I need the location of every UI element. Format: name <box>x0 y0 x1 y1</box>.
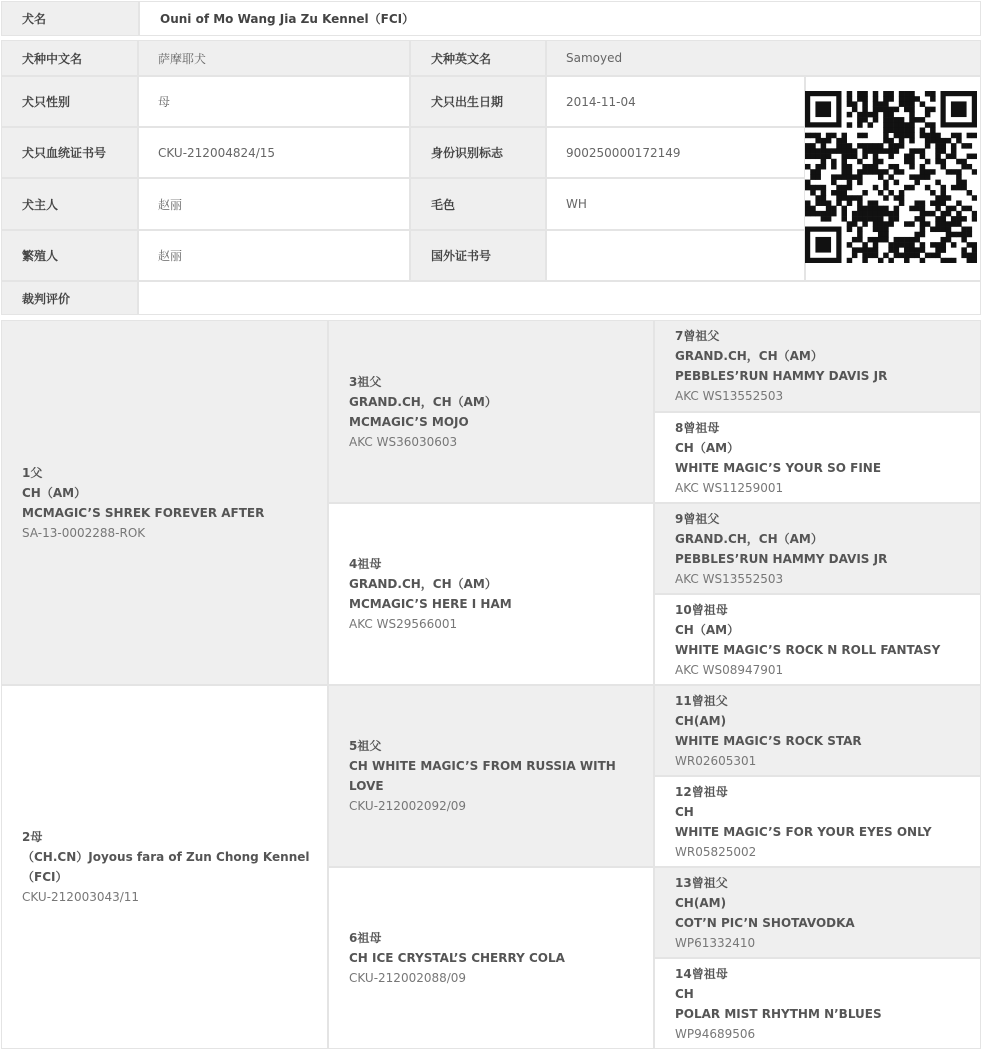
ggp7-reg: AKC WS13552503 <box>675 389 784 403</box>
sire-name: MCMAGIC’S SHREK FOREVER AFTER <box>22 505 265 520</box>
dob-label: 犬只出生日期 <box>410 76 546 127</box>
ggp8-name: WHITE MAGIC’S YOUR SO FINE <box>675 460 882 475</box>
qr-code-icon <box>805 91 977 263</box>
gp3-name: MCMAGIC’S MOJO <box>349 414 469 429</box>
ggp10-title: 10曾祖母 <box>675 602 728 617</box>
ggp8-titles: CH（AM） <box>675 440 740 455</box>
breed-en-value: Samoyed <box>546 40 981 76</box>
ggp13-reg: WP61332410 <box>675 935 756 950</box>
pedigree-ggp-10 <box>654 594 981 685</box>
gp3-titles: GRAND.CH，CH（AM） <box>349 394 497 409</box>
gp6-reg: CKU-212002088/09 <box>349 971 467 985</box>
pedigree-grandsire-3 <box>328 320 654 503</box>
gp6-name: CH ICE CRYSTAL’S CHERRY COLA <box>349 951 565 965</box>
ggp7-name: PEBBLES’RUN HAMMY DAVIS JR <box>675 369 888 383</box>
gp6-title: 6祖母 <box>349 931 382 945</box>
id-label: 身份识别标志 <box>410 127 546 178</box>
ggp12-title: 12曾祖母 <box>675 784 728 799</box>
owner-value: 赵丽 <box>138 178 410 230</box>
dam-name: （CH.CN）Joyous fara of Zun Chong Kennel <box>22 850 310 864</box>
dog-name-value: Ouni of Mo Wang Jia Zu Kennel（FCI） <box>139 1 981 36</box>
ggp14-reg: WP94689506 <box>675 1026 756 1041</box>
pedigree-ggp-12 <box>654 776 981 867</box>
dam-name-suffix: （FCI） <box>22 870 68 884</box>
ggp13-name: COT’N PIC’N SHOTAVODKA <box>675 915 855 930</box>
cert-label: 犬只血统证书号 <box>1 127 138 178</box>
pedigree-grandsire-5 <box>328 685 654 867</box>
ggp10-name: WHITE MAGIC’S ROCK N ROLL FANTASY <box>675 642 941 657</box>
ggp8-title: 8曾祖母 <box>675 420 720 435</box>
breeder-label: 繁殖人 <box>1 230 138 281</box>
cert-value: CKU-212004824/15 <box>138 127 410 178</box>
dam-reg: CKU-212003043/11 <box>22 890 140 904</box>
gp5-name: CH WHITE MAGIC’S FROM RUSSIA WITH LOVE <box>349 759 616 793</box>
pedigree-ggp-14 <box>654 958 981 1049</box>
color-label: 毛色 <box>410 178 546 230</box>
breed-cn-value: 萨摩耶犬 <box>138 40 410 76</box>
pedigree-ggp-8 <box>654 412 981 503</box>
gp5-title: 5祖父 <box>349 739 382 753</box>
ggp7-titles: GRAND.CH，CH（AM） <box>675 349 823 363</box>
sex-label: 犬只性别 <box>1 76 138 127</box>
sex-value: 母 <box>138 76 410 127</box>
gp5-reg: CKU-212002092/09 <box>349 799 467 813</box>
pedigree-ggp-7 <box>654 320 981 412</box>
judge-label: 裁判评价 <box>1 281 138 315</box>
dog-name-label: 犬名 <box>1 1 139 36</box>
dob-value: 2014-11-04 <box>546 76 805 127</box>
ggp12-titles: CH <box>675 804 694 819</box>
pedigree-ggp-13 <box>654 867 981 958</box>
ggp9-name: PEBBLES’RUN HAMMY DAVIS JR <box>675 551 888 566</box>
ggp10-titles: CH（AM） <box>675 622 740 637</box>
sire-reg: SA-13-0002288-ROK <box>22 525 146 540</box>
pedigree-dam <box>1 685 328 1049</box>
pedigree-granddam-6 <box>328 867 654 1049</box>
sire-title: 1父 <box>22 465 43 480</box>
ggp11-title: 11曾祖父 <box>675 693 728 708</box>
id-value: 900250000172149 <box>546 127 805 178</box>
ggp10-reg: AKC WS08947901 <box>675 662 784 677</box>
ggp11-titles: CH(AM) <box>675 713 727 728</box>
owner-label: 犬主人 <box>1 178 138 230</box>
judge-value <box>138 281 981 315</box>
ggp8-reg: AKC WS11259001 <box>675 480 784 495</box>
ggp9-reg: AKC WS13552503 <box>675 571 784 586</box>
ggp9-title: 9曾祖父 <box>675 511 720 526</box>
gp4-reg: AKC WS29566001 <box>349 617 458 631</box>
dam-title: 2母 <box>22 830 43 844</box>
breed-en-label: 犬种英文名 <box>410 40 546 76</box>
pedigree-ggp-9 <box>654 503 981 594</box>
color-value: WH <box>546 178 805 230</box>
foreign-cert-label: 国外证书号 <box>410 230 546 281</box>
ggp13-title: 13曾祖父 <box>675 875 728 890</box>
ggp11-reg: WR02605301 <box>675 753 757 768</box>
gp3-title: 3祖父 <box>349 374 382 389</box>
pedigree-ggp-11 <box>654 685 981 776</box>
ggp14-name: POLAR MIST RHYTHM N’BLUES <box>675 1006 882 1021</box>
gp3-reg: AKC WS36030603 <box>349 434 458 449</box>
ggp14-titles: CH <box>675 986 694 1001</box>
gp4-name: MCMAGIC’S HERE I HAM <box>349 597 512 611</box>
breeder-value: 赵丽 <box>138 230 410 281</box>
gp4-titles: GRAND.CH，CH（AM） <box>349 577 497 591</box>
foreign-cert-value <box>546 230 805 281</box>
breed-cn-label: 犬种中文名 <box>1 40 138 76</box>
gp4-title: 4祖母 <box>349 557 382 571</box>
ggp13-titles: CH(AM) <box>675 895 727 910</box>
ggp11-name: WHITE MAGIC’S ROCK STAR <box>675 733 862 748</box>
pedigree-granddam-4 <box>328 503 654 685</box>
sire-titles: CH（AM） <box>22 485 87 500</box>
ggp7-title: 7曾祖父 <box>675 329 720 343</box>
ggp14-title: 14曾祖母 <box>675 966 728 981</box>
ggp12-name: WHITE MAGIC’S FOR YOUR EYES ONLY <box>675 824 932 839</box>
ggp12-reg: WR05825002 <box>675 844 757 859</box>
ggp9-titles: GRAND.CH，CH（AM） <box>675 531 823 546</box>
pedigree-sire <box>1 320 328 685</box>
